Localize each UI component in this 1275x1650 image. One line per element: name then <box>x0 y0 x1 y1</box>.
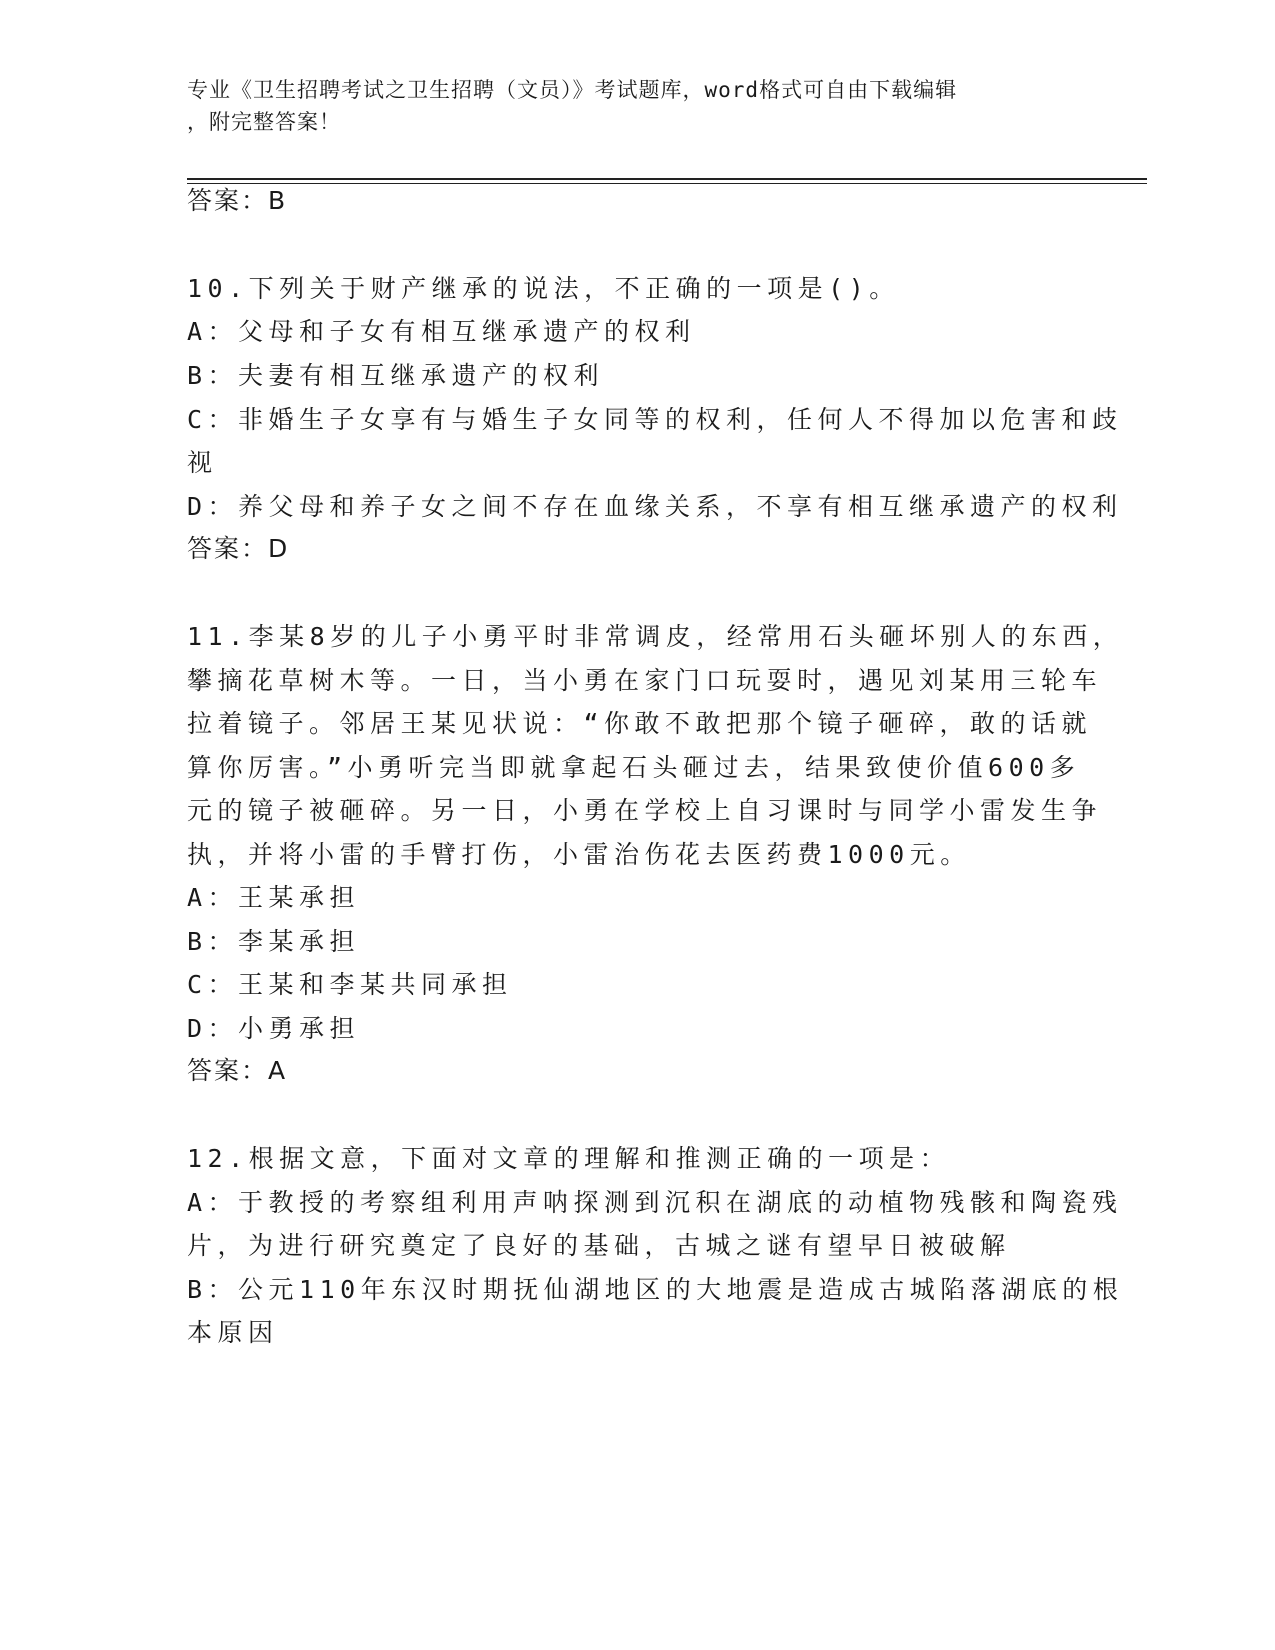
question-11-stem-line-1: 11.李某8岁的儿子小勇平时非常调皮，经常用石头砸坏别人的东西， <box>187 622 1124 651</box>
question-11-option-a: A：王某承担 <box>187 883 361 912</box>
question-10-option-a: A：父母和子女有相互继承遗产的权利 <box>187 317 696 346</box>
question-12-option-b: B：公元110年东汉时期抚仙湖地区的大地震是造成古城陷落湖底的根 <box>187 1275 1124 1304</box>
header-rule-thick <box>187 178 1147 180</box>
header-line-1: 专业《卫生招聘考试之卫生招聘（文员）》考试题库，word格式可自由下载编辑 <box>187 78 958 102</box>
answer-q10: 答案：D <box>187 534 290 563</box>
question-11-stem-line-3: 拉着镜子。邻居王某见状说：“你敢不敢把那个镜子砸碎，敢的话就 <box>187 709 1093 738</box>
question-11-option-b: B：李某承担 <box>187 927 361 956</box>
question-11-option-d: D：小勇承担 <box>187 1014 361 1043</box>
question-10-option-d: D：养父母和养子女之间不存在血缘关系，不享有相互继承遗产的权利 <box>187 492 1123 521</box>
question-10-option-c-cont: 视 <box>187 448 218 477</box>
question-12-stem: 12.根据文意，下面对文章的理解和推测正确的一项是： <box>187 1144 951 1173</box>
answer-q11: 答案：A <box>187 1056 288 1085</box>
question-12-option-a-cont: 片，为进行研究奠定了良好的基础，古城之谜有望早日被破解 <box>187 1231 1011 1260</box>
question-11-stem-line-6: 执，并将小雷的手臂打伤，小雷治伤花去医药费1000元。 <box>187 840 971 869</box>
document-header <box>187 74 1087 138</box>
answer-q9: 答案：B <box>187 186 288 215</box>
question-10-option-b: B：夫妻有相互继承遗产的权利 <box>187 361 605 390</box>
question-12-option-b-cont: 本原因 <box>187 1318 279 1347</box>
header-rule-thin <box>187 183 1147 184</box>
question-11-option-c: C：王某和李某共同承担 <box>187 970 513 999</box>
question-10-option-c: C：非婚生子女享有与婚生子女同等的权利，任何人不得加以危害和歧 <box>187 405 1123 434</box>
question-11-stem-line-5: 元的镜子被砸碎。另一日，小勇在学校上自习课时与同学小雷发生争 <box>187 796 1103 825</box>
question-10-stem: 10.下列关于财产继承的说法，不正确的一项是()。 <box>187 274 900 303</box>
question-11-stem-line-2: 攀摘花草树木等。一日，当小勇在家门口玩耍时，遇见刘某用三轮车 <box>187 666 1103 695</box>
question-12-option-a: A：于教授的考察组利用声呐探测到沉积在湖底的动植物残骸和陶瓷残 <box>187 1188 1123 1217</box>
question-11-stem-line-4: 算你厉害。”小勇听完当即就拿起石头砸过去，结果致使价值600多 <box>187 753 1081 782</box>
header-line-2: ，附完整答案！ <box>187 110 341 134</box>
